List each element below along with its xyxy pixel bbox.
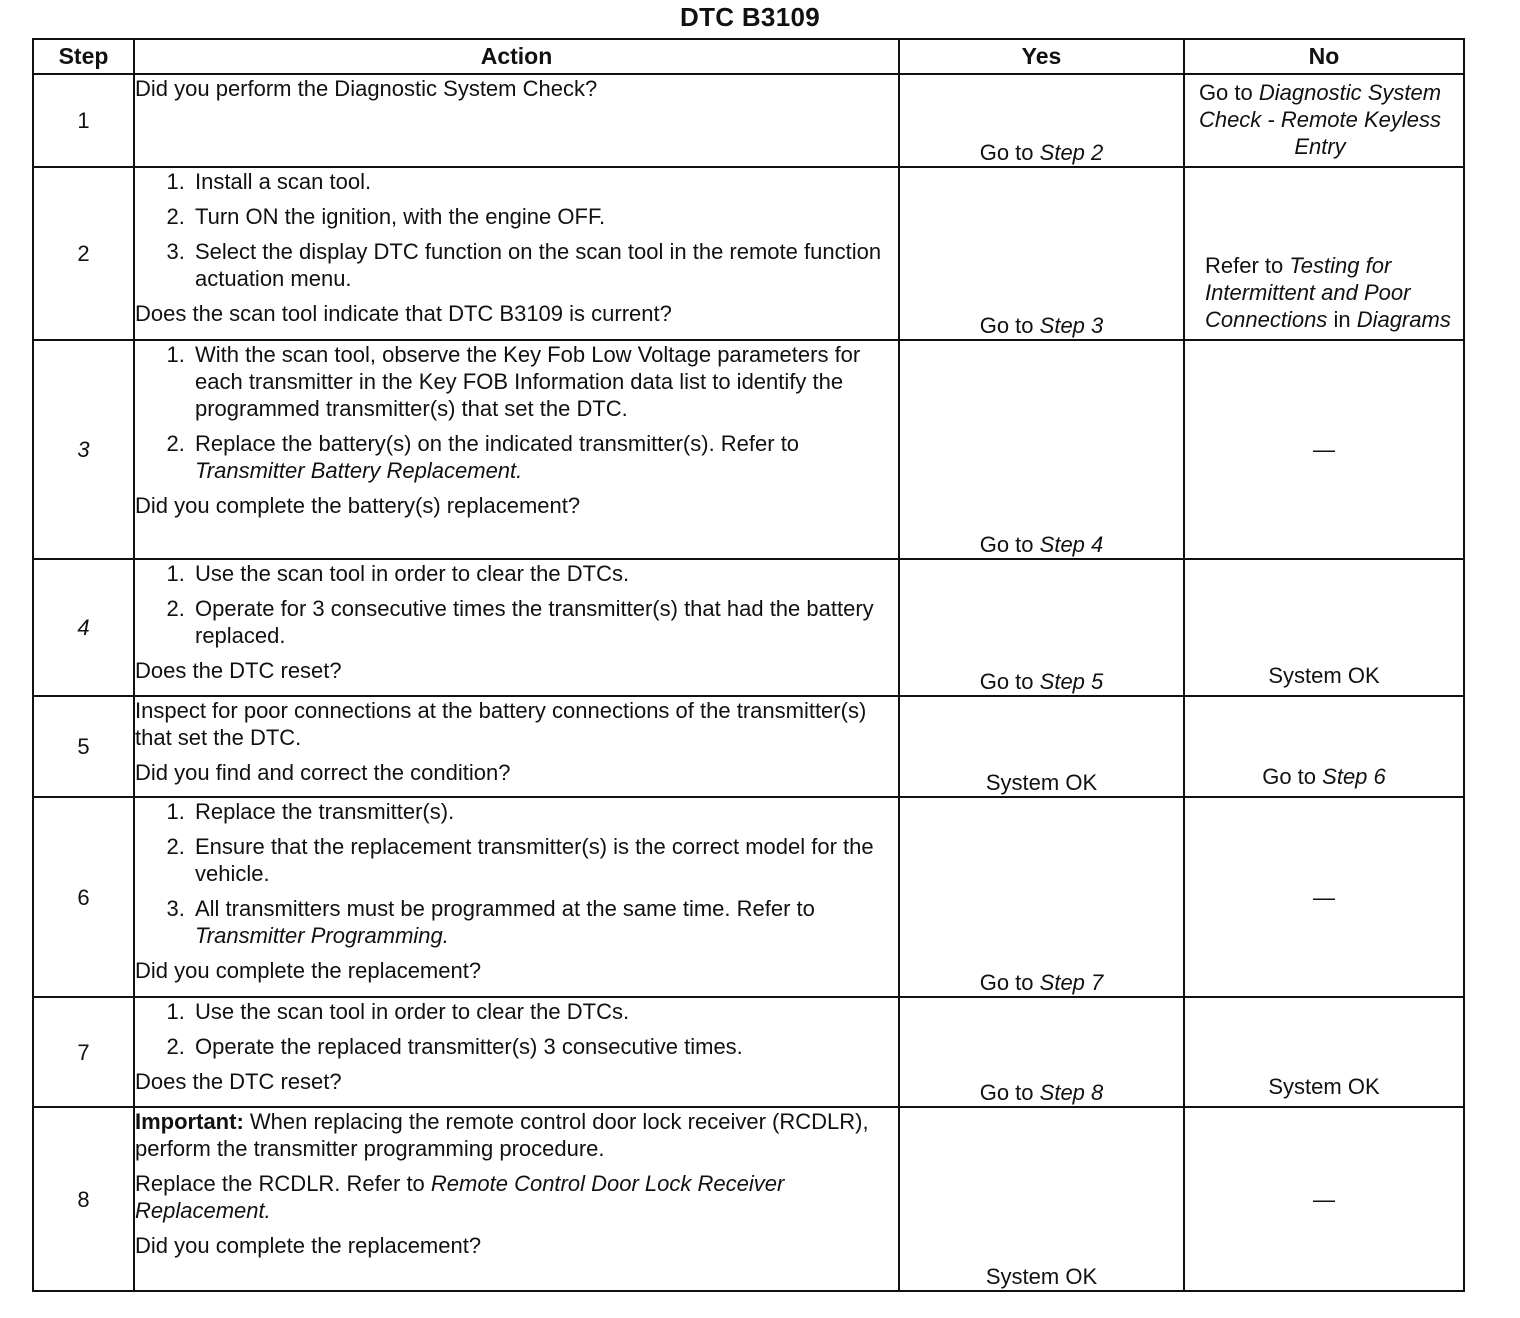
- table-row: [33, 1107, 1464, 1291]
- table-row: [33, 696, 1464, 797]
- action-list: [135, 998, 898, 1060]
- important-label: Important:: [135, 1109, 244, 1134]
- go-to-text: Go to: [979, 140, 1034, 165]
- no-cell: [1184, 559, 1464, 696]
- list-item-text: All transmitters must be programmed at the same time. Refer to: [195, 896, 815, 921]
- refer-to-text: Refer to: [1205, 253, 1284, 278]
- replace-text: Replace the RCDLR. Refer to: [135, 1171, 425, 1196]
- step-number: [33, 340, 134, 559]
- action-text: Inspect for poor connections at the battery connections of the transmitter(s) that set the DTC.: [135, 698, 867, 750]
- dash: —: [1313, 437, 1335, 462]
- step-number: 6: [33, 797, 134, 997]
- action-list: [135, 341, 898, 484]
- list-item: 2. Operate for 3 consecutive times the transmitter(s) that had the battery replaced.: [191, 595, 898, 649]
- yes-cell: [899, 797, 1184, 997]
- step-number: [33, 559, 134, 696]
- step-number-text: 4: [77, 615, 90, 640]
- question: Does the DTC reset?: [135, 1069, 342, 1094]
- replace-instruction: [135, 1170, 898, 1224]
- action-cell: [134, 797, 899, 997]
- go-to-text: Go to: [1198, 80, 1253, 105]
- action-cell: [134, 696, 899, 797]
- system-ok-text: System OK: [985, 770, 1098, 795]
- dash: —: [1313, 884, 1335, 910]
- no-cell: [1184, 340, 1464, 559]
- header-row: [33, 39, 1464, 74]
- step-number: 8: [33, 1107, 134, 1291]
- go-to-text: Go to: [1262, 764, 1317, 789]
- yes-cell: [899, 559, 1184, 696]
- yes-cell: [899, 167, 1184, 340]
- no-cell: [1184, 997, 1464, 1107]
- table-row: [33, 997, 1464, 1107]
- table-row: [33, 74, 1464, 167]
- action-list: [135, 168, 898, 292]
- table-row: [33, 167, 1464, 340]
- step-number: 2: [33, 167, 134, 340]
- action-cell: [134, 167, 899, 340]
- no-cell: [1184, 167, 1464, 340]
- no-cell: [1184, 1107, 1464, 1291]
- yes-cell: [899, 696, 1184, 797]
- table-row: [33, 340, 1464, 559]
- yes-cell: [899, 997, 1184, 1107]
- list-item: 2. Turn ON the ignition, with the engine OFF.: [191, 203, 898, 230]
- no-cell: [1184, 797, 1464, 997]
- no-cell: [1184, 696, 1464, 797]
- question: Did you complete the battery(s) replacement?: [135, 493, 581, 518]
- page-title: DTC B3109: [680, 2, 820, 32]
- list-item: 2. Operate the replaced transmitter(s) 3 consecutive times.: [191, 1033, 898, 1060]
- question: Does the scan tool indicate that DTC B3109 is current?: [135, 301, 672, 326]
- action-cell: [134, 997, 899, 1107]
- list-item-text: Replace the battery(s) on the indicated transmitter(s). Refer to: [195, 431, 800, 456]
- action-cell: [134, 340, 899, 559]
- header-step: Step: [33, 39, 134, 74]
- step-number: 5: [33, 696, 134, 797]
- step-link[interactable]: Step 7: [1039, 970, 1104, 995]
- dtc-table: [32, 38, 1465, 1292]
- diagnostic-system-check-link[interactable]: Diagnostic System Check - Remote Keyless Entry: [1198, 80, 1442, 159]
- important-text: When replacing the remote control door lock receiver (RCDLR), perform the transmitter programming procedure.: [135, 1109, 869, 1161]
- action-list: [135, 560, 898, 649]
- question: Did you find and correct the condition?: [135, 760, 511, 785]
- list-item: 1. Use the scan tool in order to clear the DTCs.: [191, 998, 898, 1025]
- step-link[interactable]: Step 8: [1039, 1080, 1104, 1105]
- transmitter-battery-replacement-link[interactable]: Transmitter Battery Replacement.: [195, 458, 523, 483]
- yes-cell: [899, 74, 1184, 167]
- question: Did you complete the replacement?: [135, 958, 482, 983]
- table-row: [33, 797, 1464, 997]
- list-item: 1. With the scan tool, observe the Key Fob Low Voltage parameters for each transmitter in the Key FOB Information data list to identify the programmed transmitter(s) that set the DTC.: [191, 341, 898, 422]
- header-action: Action: [134, 39, 899, 74]
- header-yes: Yes: [899, 39, 1184, 74]
- action-cell: [134, 559, 899, 696]
- yes-cell: [899, 1107, 1184, 1291]
- list-item: 1. Install a scan tool.: [191, 168, 898, 195]
- action-list: [135, 798, 898, 949]
- go-to-text: Go to: [979, 970, 1034, 995]
- list-item: 1. Use the scan tool in order to clear the DTCs.: [191, 560, 898, 587]
- step-link[interactable]: Step 4: [1039, 532, 1104, 557]
- step-link[interactable]: Step 2: [1039, 140, 1104, 165]
- yes-cell: [899, 340, 1184, 559]
- go-to-text: Go to: [979, 669, 1034, 694]
- system-ok-text: System OK: [985, 1264, 1098, 1289]
- list-item: [191, 895, 898, 949]
- step-number: 1: [33, 74, 134, 167]
- dash: —: [1313, 1186, 1335, 1212]
- rcdlr-replacement-link[interactable]: Remote Control Door Lock Receiver Replacement.: [135, 1171, 785, 1223]
- step-link[interactable]: Step 3: [1039, 313, 1104, 338]
- go-to-text: Go to: [979, 532, 1034, 557]
- question: Did you complete the replacement?: [135, 1233, 482, 1258]
- list-item: [191, 430, 898, 484]
- system-ok-text: System OK: [1268, 663, 1380, 688]
- in-text: in: [1333, 307, 1351, 332]
- step-number-text: 3: [77, 437, 90, 462]
- question: Does the DTC reset?: [135, 658, 342, 683]
- important-note: [135, 1108, 898, 1162]
- step-link[interactable]: Step 6: [1322, 764, 1386, 789]
- step-number: 7: [33, 997, 134, 1107]
- action-cell: [134, 1107, 899, 1291]
- testing-intermittent-link[interactable]: Testing for Intermittent and Poor Connections: [1205, 253, 1411, 332]
- go-to-text: Go to: [979, 1080, 1034, 1105]
- action-cell: [134, 74, 899, 167]
- list-item: 3. Select the display DTC function on the scan tool in the remote function actuation menu.: [191, 238, 898, 292]
- no-cell: [1184, 74, 1464, 167]
- step-link[interactable]: Step 5: [1039, 669, 1104, 694]
- list-item: 2. Ensure that the replacement transmitter(s) is the correct model for the vehicle.: [191, 833, 898, 887]
- table-row: [33, 559, 1464, 696]
- list-item: 1. Replace the transmitter(s).: [191, 798, 898, 825]
- header-no: No: [1184, 39, 1464, 74]
- question: Did you perform the Diagnostic System Check?: [135, 76, 598, 101]
- transmitter-programming-link[interactable]: Transmitter Programming.: [195, 923, 449, 948]
- system-ok-text: System OK: [1268, 1074, 1380, 1099]
- diagrams-link[interactable]: Diagrams: [1356, 307, 1451, 332]
- go-to-text: Go to: [979, 313, 1034, 338]
